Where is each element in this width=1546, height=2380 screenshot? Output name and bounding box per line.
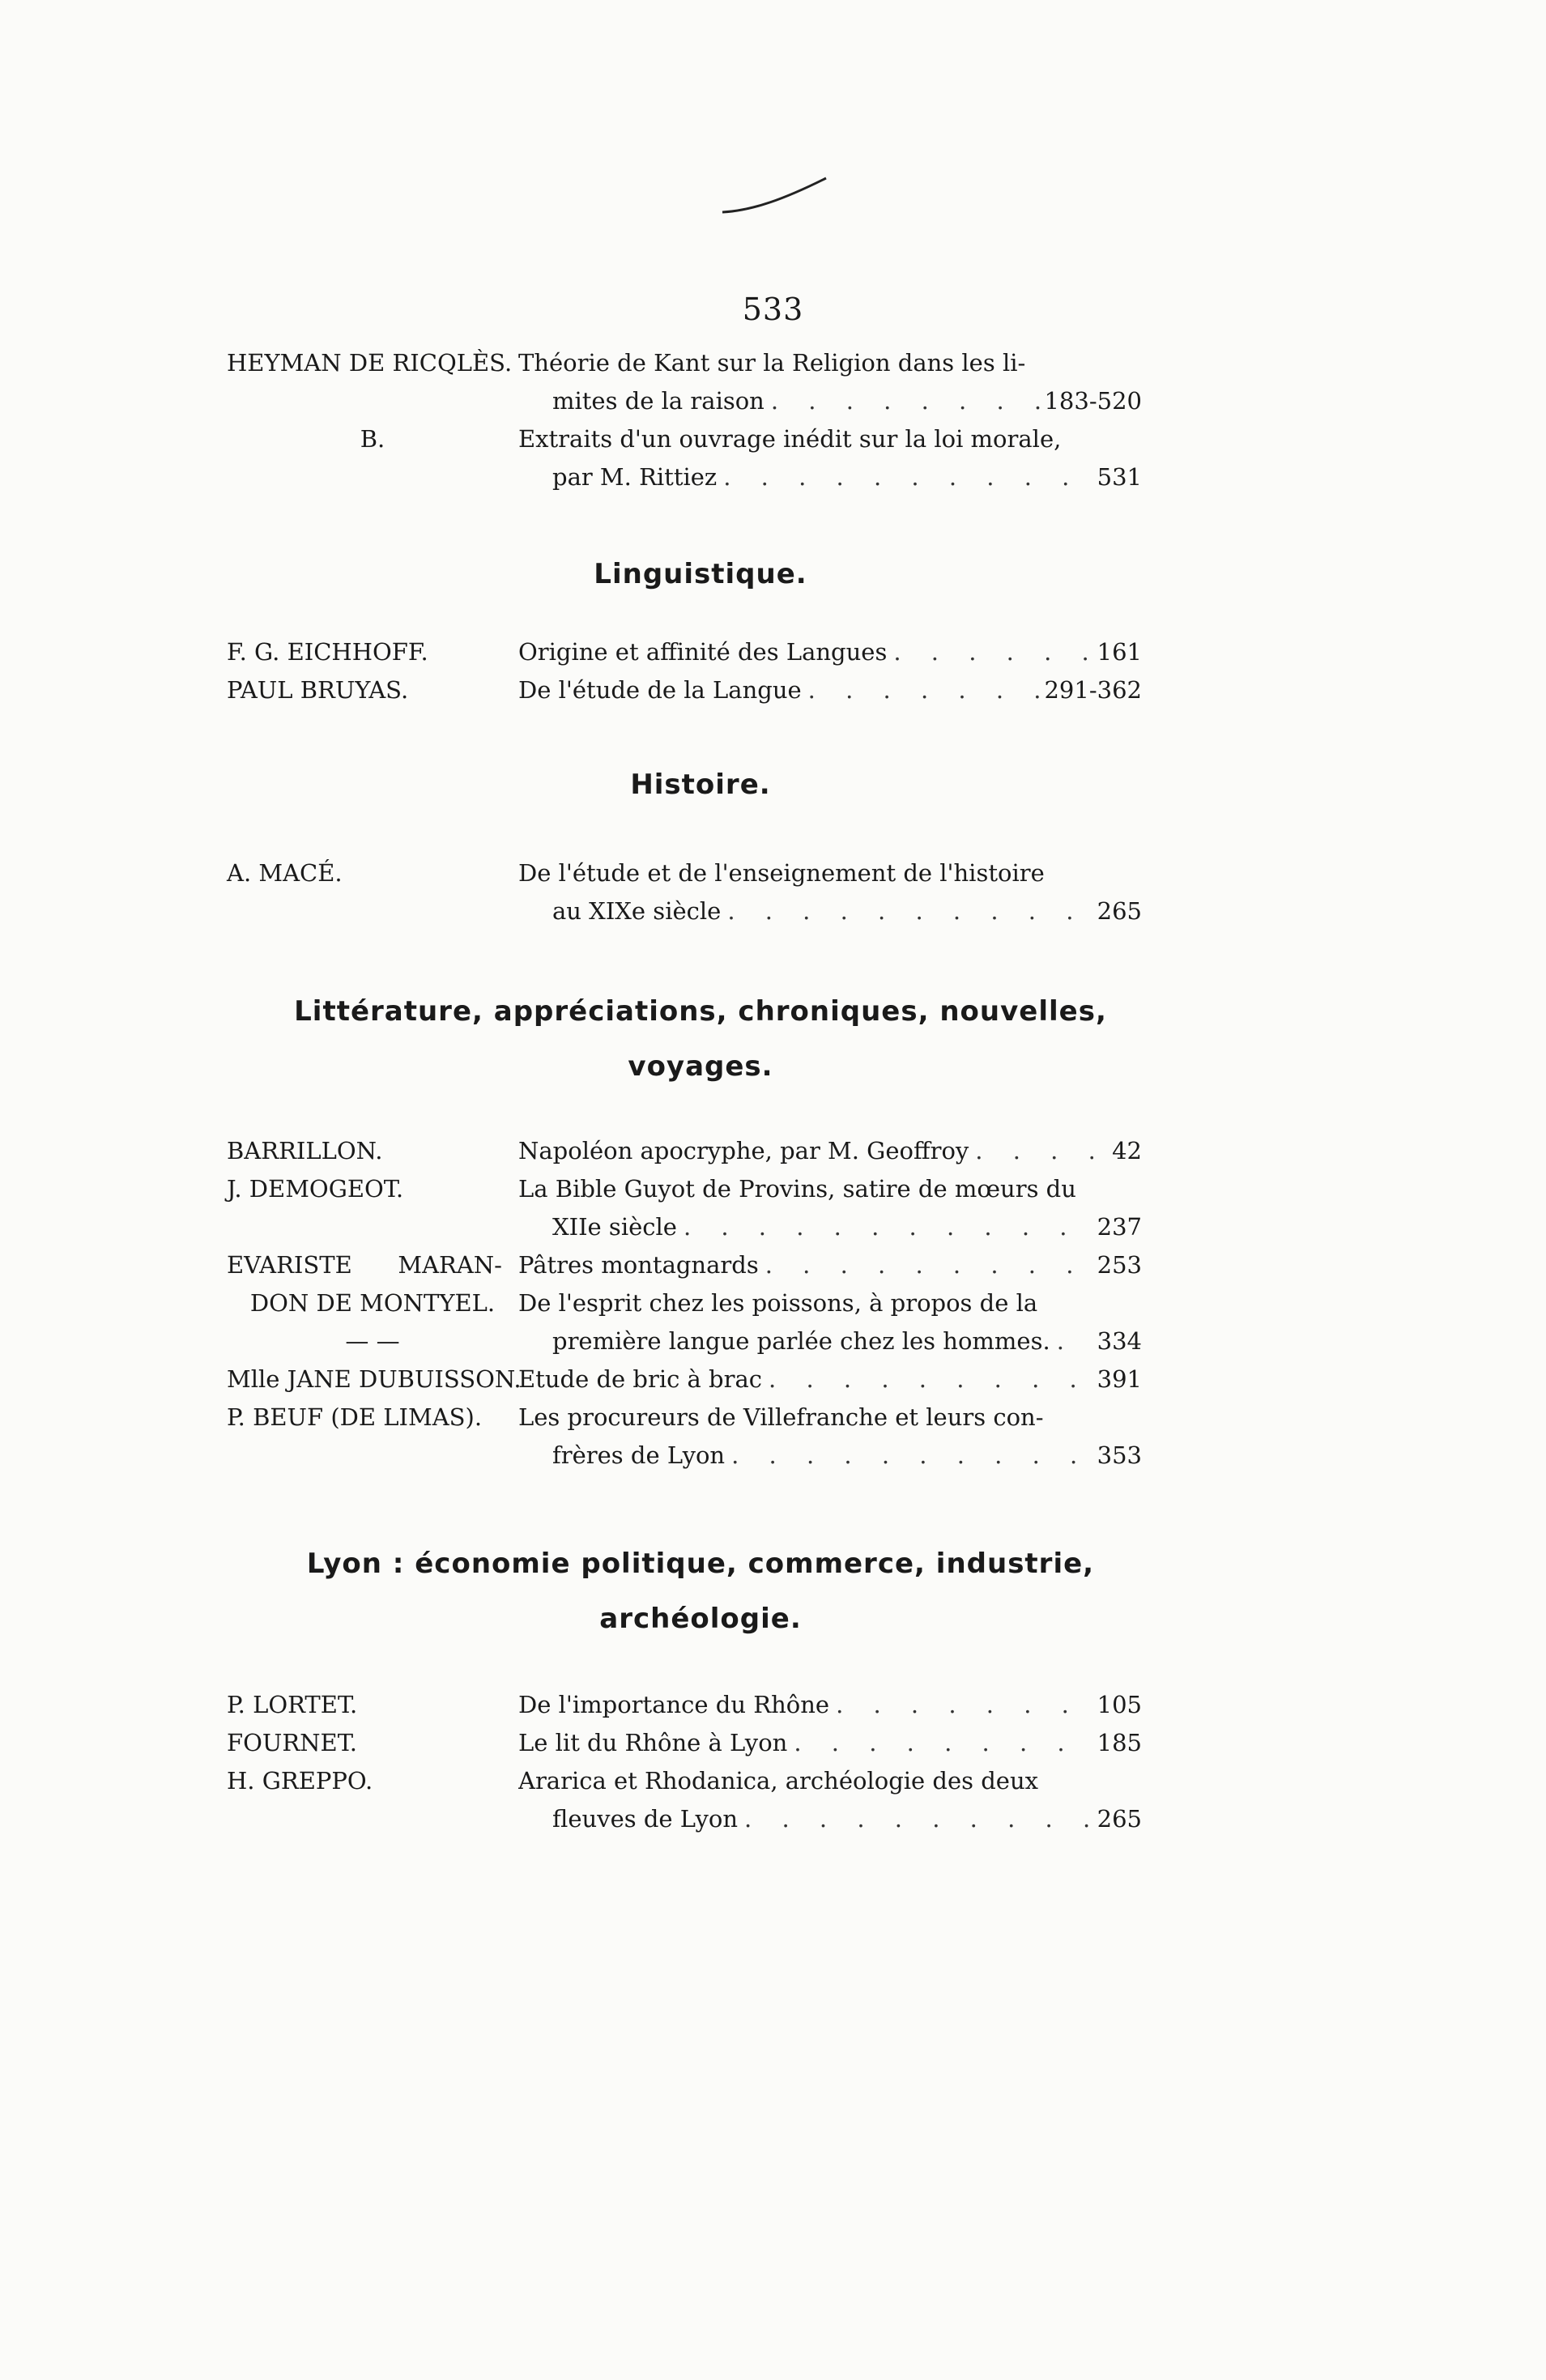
entry-author: P. BEUF (DE LIMAS). xyxy=(227,1403,483,1431)
entry-pages: 237 xyxy=(1097,1213,1142,1241)
entry-author: B. xyxy=(360,425,385,453)
entry-title: La Bible Guyot de Provins, satire de mœurs du xyxy=(518,1175,1076,1203)
entry-title-cont: frères de Lyon xyxy=(552,1441,726,1469)
section-heading-linguistique: Linguistique. xyxy=(594,558,807,590)
entry-title-cont: au XIXe siècle xyxy=(552,897,722,925)
entry-author: EVARISTE MARAN- xyxy=(227,1251,502,1279)
pen-stroke-mark xyxy=(721,170,834,219)
entry-author: A. MACÉ. xyxy=(227,859,343,887)
section-heading-litterature xyxy=(227,984,1174,1094)
entry-pages: 391 xyxy=(1097,1365,1142,1393)
entry-title-cont: mites de la raison xyxy=(552,387,764,415)
entry-title: Extraits d'un ouvrage inédit sur la loi morale, xyxy=(518,425,1062,453)
entry-pages: 291-362 xyxy=(1044,676,1142,704)
entry-title: Ararica et Rhodanica, archéologie des deux xyxy=(518,1767,1038,1795)
entry-title: De l'étude et de l'enseignement de l'histoire xyxy=(518,859,1045,887)
entry-title: Le lit du Rhône à Lyon xyxy=(518,1729,788,1756)
entry-title: Napoléon apocryphe, par M. Geoffroy xyxy=(518,1137,969,1164)
entry-title-cont: par M. Rittiez xyxy=(552,463,718,491)
toc-entry xyxy=(227,344,1142,496)
entry-title: Origine et affinité des Langues xyxy=(518,638,888,666)
toc-entry-list xyxy=(227,1686,1142,1838)
heading-line2: archéologie. xyxy=(599,1603,802,1635)
heading-line1: Littérature, appréciations, chroniques, nouvelles, xyxy=(294,995,1107,1028)
entry-title: Les procureurs de Villefranche et leurs con- xyxy=(518,1403,1044,1431)
entry-title: Etude de bric à brac xyxy=(518,1365,763,1393)
entry-pages: 265 xyxy=(1097,1805,1142,1833)
entry-title: Pâtres montagnards xyxy=(518,1251,759,1279)
entry-pages: 253 xyxy=(1097,1251,1142,1279)
entry-title-cont: XIIe siècle xyxy=(552,1213,677,1241)
entry-author: FOURNET. xyxy=(227,1729,358,1756)
entry-author: F. G. EICHHOFF. xyxy=(227,638,428,666)
toc-entry xyxy=(227,633,1142,709)
entry-title: De l'étude de la Langue xyxy=(518,676,802,704)
toc-entry-list xyxy=(227,1132,1142,1475)
heading-line1: Lyon : économie politique, commerce, industrie, xyxy=(306,1548,1095,1580)
entry-pages: 531 xyxy=(1097,463,1142,491)
entry-title-cont: fleuves de Lyon xyxy=(552,1805,739,1833)
section-heading-histoire: Histoire. xyxy=(630,768,771,801)
entry-author: HEYMAN DE RICQLÈS. xyxy=(227,349,513,377)
page-number: 533 xyxy=(742,292,804,327)
entry-pages: 265 xyxy=(1097,897,1142,925)
entry-pages: 183-520 xyxy=(1044,387,1142,415)
entry-title-cont: première langue parlée chez les hommes. xyxy=(552,1327,1050,1355)
entry-pages: 161 xyxy=(1097,638,1142,666)
entry-author: DON DE MONTYEL. xyxy=(249,1289,496,1317)
section-heading-lyon xyxy=(227,1536,1174,1646)
entry-title: Théorie de Kant sur la Religion dans les li- xyxy=(518,349,1026,377)
entry-pages: 105 xyxy=(1097,1691,1142,1718)
entry-author: P. LORTET. xyxy=(227,1691,358,1718)
entry-author: BARRILLON. xyxy=(227,1137,383,1164)
entry-pages: 334 xyxy=(1097,1327,1142,1355)
heading-line2: voyages. xyxy=(628,1050,773,1083)
entry-title: De l'esprit chez les poissons, à propos de la xyxy=(518,1289,1038,1317)
entry-author: Mlle JANE DUBUISSON. xyxy=(227,1365,522,1393)
entry-title: De l'importance du Rhône xyxy=(518,1691,830,1718)
entry-pages: 185 xyxy=(1097,1729,1142,1756)
entry-author: J. DEMOGEOT. xyxy=(227,1175,404,1203)
entry-author: PAUL BRUYAS. xyxy=(227,676,409,704)
entry-author-ditto: — — xyxy=(345,1327,400,1355)
entry-pages: 353 xyxy=(1097,1441,1142,1469)
toc-entry xyxy=(227,854,1142,930)
entry-author: H. GREPPO. xyxy=(227,1767,373,1795)
entry-pages: 42 xyxy=(1112,1137,1142,1164)
